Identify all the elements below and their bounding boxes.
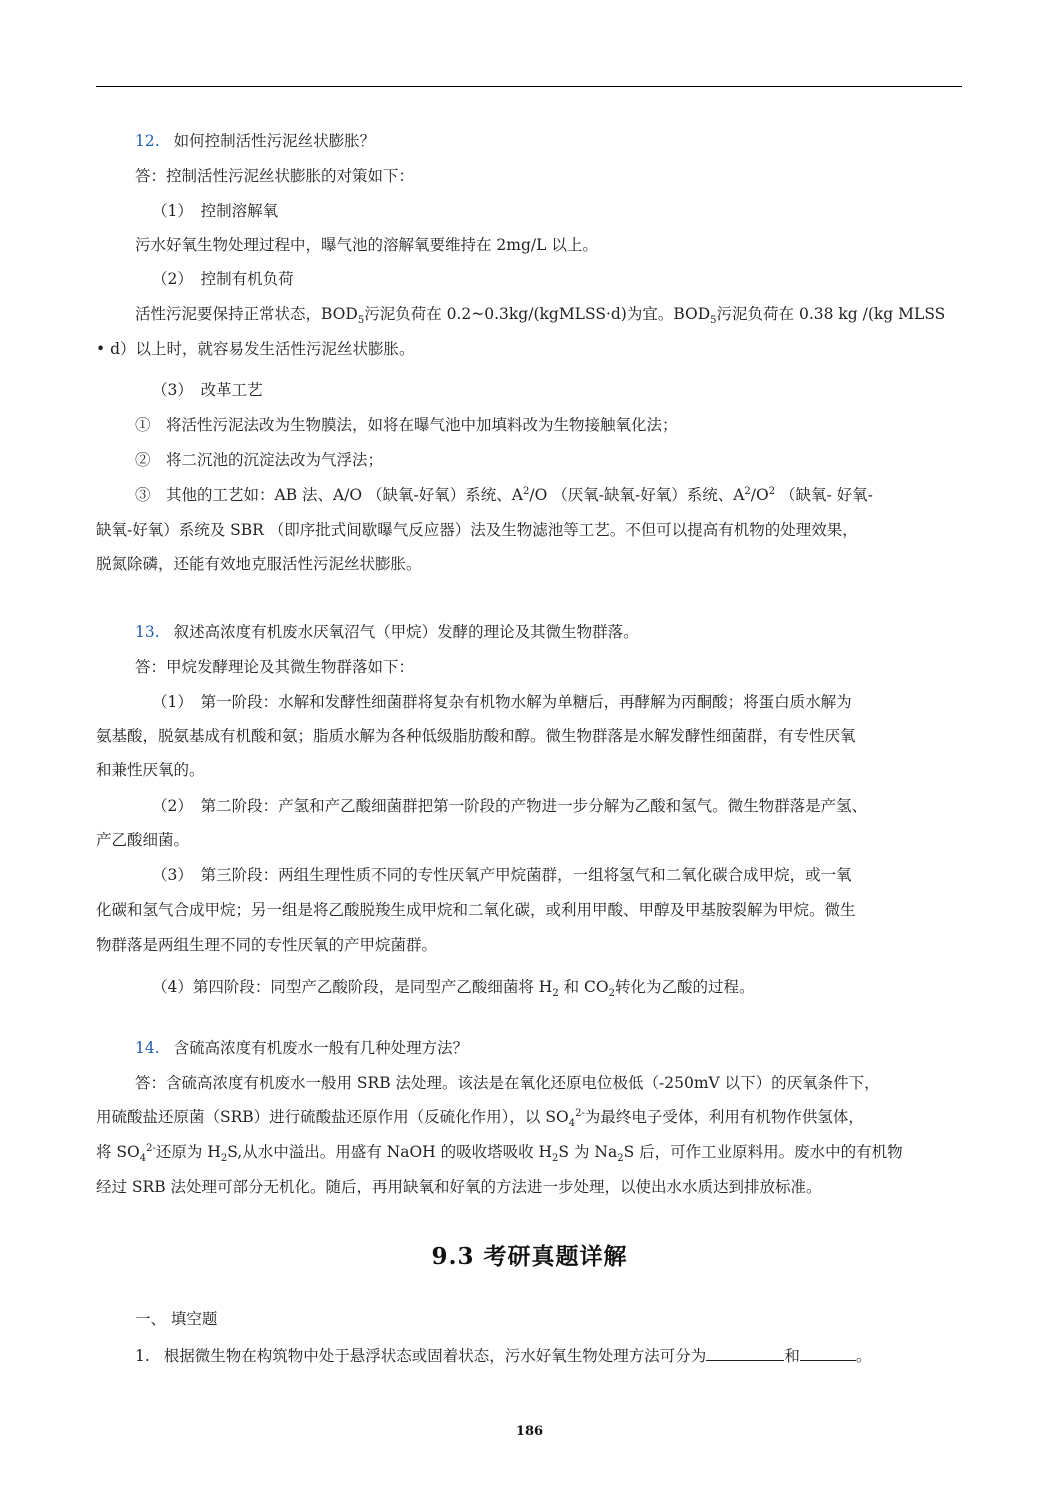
q12-section-2-line-1: 活性污泥要保持正常状态，$BOD_5$污泥负荷在 0.2~0.3kg/(kgMLSS·d)为宜。$BOD_5$污泥负荷在 0.38 kg /(kg MLSS	[135, 305, 946, 327]
q12-item-3-line-2: 缺氧-好氧）系统及 SBR （即序批式间歇曝气反应器）法及生物滤池等工艺。不但可以提高有机物的处理效果，	[96, 521, 858, 539]
fill-in-subheading: 一、 填空题	[135, 1310, 218, 1328]
answer-blank	[800, 1344, 856, 1361]
q13-stage-1-line-2: 氨基酸，脱氨基成有机酸和氨；脂质水解为各种低级脂肪酸和醇。微生物群落是水解发酵性细菌群，有专性厌氧	[96, 727, 856, 745]
q12-section-1-heading: （1） 控制溶解氧	[152, 202, 279, 220]
q13-stage-3-line-2: 化碳和氢气合成甲烷；另一组是将乙酸脱羧生成甲烷和二氧化碳，或利用甲酸、甲醇及甲基胺裂解为甲烷。微生	[96, 901, 856, 919]
q12-answer-intro: 答：控制活性污泥丝状膨胀的对策如下：	[135, 167, 415, 185]
q13-stage-1-line-1: （1） 第一阶段：水解和发酵性细菌群将复杂有机物水解为单糖后，再酵解为丙酮酸；将蛋白质水解为	[152, 693, 852, 711]
question-14-title: 14. 含硫高浓度有机废水一般有几种处理方法？	[135, 1039, 469, 1057]
question-13-title: 13. 叙述高浓度有机废水厌氧沼气（甲烷）发酵的理论及其微生物群落。	[135, 623, 639, 641]
section-heading: 9.3 考研真题详解	[431, 1243, 628, 1270]
q13-stage-3-line-1: （3） 第三阶段：两组生理性质不同的专性厌氧产甲烷菌群，一组将氢气和二氧化碳合成甲烷，或一氧	[152, 866, 852, 884]
q14-answer-line-4: 经过 SRB 法处理可部分无机化。随后，再用缺氧和好氧的方法进一步处理，以使出水水质达到排放标准。	[96, 1178, 822, 1196]
q13-stage-1-line-3: 和兼性厌氧的。	[96, 761, 205, 779]
answer-blank	[706, 1344, 784, 1361]
q13-stage-4: （4）第四阶段：同型产乙酸阶段，是同型产乙酸细菌将 $H_2$ 和 $CO_2$转化为乙酸的过程。	[152, 978, 755, 1000]
fill-in-item-1: 1. 根据微生物在构筑物中处于悬浮状态或固着状态，污水好氧生物处理方法可分为 和 。	[135, 1344, 871, 1366]
q12-item-1: ① 将活性污泥法改为生物膜法，如将在曝气池中加填料改为生物接触氧化法；	[135, 416, 678, 434]
question-12-title: 12. 如何控制活性污泥丝状膨胀？	[135, 132, 376, 150]
q14-answer-line-2: 用硫酸盐还原菌（SRB）进行硫酸盐还原作用（反硫化作用），以 $SO_4^{2-}$为最终电子受体，利用有机物作供氢体，	[96, 1107, 864, 1130]
q12-section-1-text: 污水好氧生物处理过程中，曝气池的溶解氧要维持在 2mg/L 以上。	[135, 236, 598, 254]
q12-section-2-heading: （2） 控制有机负荷	[152, 270, 294, 288]
q14-answer-line-1: 答：含硫高浓度有机废水一般用 SRB 法处理。该法是在氧化还原电位极低（-250mV 以下）的厌氧条件下，	[135, 1074, 880, 1092]
header-rule	[96, 86, 962, 87]
q13-stage-3-line-3: 物群落是两组生理不同的专性厌氧的产甲烷菌群。	[96, 936, 438, 954]
q12-section-3-heading: （3） 改革工艺	[152, 381, 263, 399]
q13-stage-2-line-2: 产乙酸细菌。	[96, 831, 190, 849]
q13-answer-intro: 答：甲烷发酵理论及其微生物群落如下：	[135, 658, 415, 676]
q12-section-2-line-2: • d）以上时，就容易发生活性污泥丝状膨胀。	[96, 340, 415, 358]
q12-item-3-line-1: ③ 其他的工艺如：AB 法、A/O （缺氧-好氧）系统、$A^2/O$ （厌氧-缺氧-好氧）系统、$A^2/O^2$ （缺氧- 好氧-	[135, 485, 873, 504]
q14-answer-line-3: 将 $SO_4^{2-}$还原为 $H_2S$,从水中溢出。用盛有 NaOH 的吸收塔吸收 $H_2S$ 为 $Na_2S$ 后，可作工业原料用。废水中的有机物	[96, 1142, 903, 1165]
page-number: 186	[515, 1424, 544, 1439]
q12-item-2: ② 将二沉池的沉淀法改为气浮法；	[135, 451, 384, 469]
q12-item-3-line-3: 脱氮除磷，还能有效地克服活性污泥丝状膨胀。	[96, 555, 422, 573]
q13-stage-2-line-1: （2） 第二阶段：产氢和产乙酸细菌群把第一阶段的产物进一步分解为乙酸和氢气。微生物群落是产氢、	[152, 797, 868, 815]
